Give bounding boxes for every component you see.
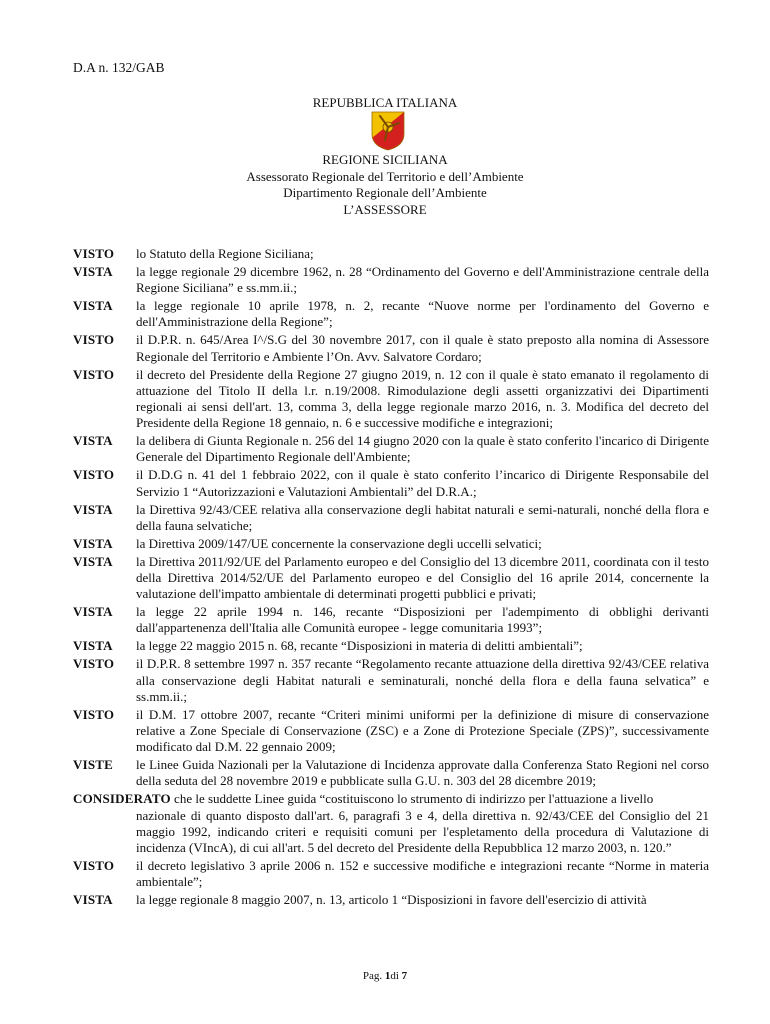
clause-text: il D.P.R. 8 settembre 1997 n. 357 recante “Regolamento recante attuazione della direttiva 92/43/CEE relativa alla conservazione degli Habitat naturali e seminaturali, nonché della flora e della fauna selvatica” e ss.mm.ii.;: [136, 656, 709, 704]
clauses-list: [73, 246, 709, 910]
header-republic: REPUBBLICA ITALIANA: [312, 95, 458, 110]
clause-keyword: VISTA: [73, 433, 113, 449]
clause-item: [73, 502, 709, 534]
clause-item: [73, 298, 709, 330]
clause-text: il decreto legislativo 3 aprile 2006 n. 152 e successive modifiche e integrazioni recante “Norme in materia ambientale”;: [136, 858, 709, 890]
clause-keyword: VISTA: [73, 892, 113, 908]
clause-keyword: VISTO: [73, 246, 115, 261]
header-assessorato: Assessorato Regionale del Territorio e dell’Ambiente: [246, 168, 524, 184]
clause-text: il decreto del Presidente della Regione 27 giugno 2019, n. 12 con il quale è stato emanato il regolamento di attuazione del Titolo II della l.r. n.19/2008. Rimodulazione degli assetti organizzativi dei Dipartimenti regionali ai sensi dell'art. 13, comma 3, della legge regionale marzo 2016, n. 3. Modifica del decreto del Presidente della Regione 18 gennaio, n. 6 e successive modifiche e integrazioni;: [136, 366, 709, 431]
clause-keyword: VISTO: [73, 332, 115, 348]
clause-text: la legge regionale 10 aprile 1978, n. 2, recante “Nuove norme per l'ordinamento del Governo e dell'Amministrazione della Regione”;: [136, 298, 709, 330]
clause-item: [73, 246, 709, 262]
header-region: REGIONE SICILIANA: [322, 152, 448, 167]
clause-text: la legge 22 aprile 1994 n. 146, recante “Disposizioni per l'adempimento di obblighi derivanti dall'appartenenza dell'Italia alle Comunità europee - legge comunitaria 1993”;: [136, 604, 709, 636]
clause-keyword: VISTA: [73, 604, 113, 620]
clause-keyword: VISTE: [73, 757, 114, 773]
clause-text: le Linee Guida Nazionali per la Valutazione di Incidenza approvate dalla Conferenza Stato Regioni nel corso della seduta del 28 novembre 2019 e pubblicate sulla G.U. n. 303 del 28 dicembre 2019;: [136, 757, 709, 789]
clause-keyword: VISTA: [73, 553, 113, 569]
clause-keyword: VISTO: [73, 467, 115, 483]
clause-text: la Direttiva 2011/92/UE del Parlamento europeo e del Consiglio del 13 dicembre 2011, coordinata con il testo della Direttiva 2014/52/UE del Parlamento europeo e del Consiglio del 16 aprile 2014, concernente la valutazione dell'impatto ambientale di determinati progetti pubblici e privati;: [136, 553, 709, 602]
clause-keyword: CONSIDERATO: [73, 791, 171, 807]
clause-item: [73, 707, 709, 756]
clause-item: [73, 264, 709, 296]
header-block: [0, 152, 770, 218]
footer-page-total: 7: [401, 970, 408, 982]
clause-item: [73, 467, 709, 499]
clause-text: il D.D.G n. 41 del 1 febbraio 2022, con il quale è stato conferito l’incarico di Dirigente Responsabile del Servizio 1 “Autorizzazioni e Valutazioni Ambientali” del D.R.A.;: [136, 467, 709, 499]
clause-text: il D.P.R. n. 645/Area I^/S.G del 30 novembre 2017, con il quale è stato preposto alla nomina di Assessore Regionale del Territorio e Ambiente l’On. Avv. Salvatore Cordaro;: [136, 332, 709, 364]
clause-keyword: VISTA: [73, 501, 113, 517]
clause-text-first: che le suddette Linee guida “costituiscono lo strumento di indirizzo per l'attuazione a livello: [174, 791, 654, 807]
clause-text: la Direttiva 2009/147/UE concernente la conservazione degli uccelli selvatici;: [136, 535, 542, 551]
footer-middle: di: [390, 970, 402, 982]
clause-text: lo Statuto della Regione Siciliana;: [136, 246, 314, 261]
clause-text: la legge regionale 29 dicembre 1962, n. 28 “Ordinamento del Governo e dell'Amministrazione centrale della Regione Siciliana” e ss.mm.ii.;: [136, 264, 709, 296]
clause-keyword: VISTA: [73, 638, 113, 654]
clause-keyword: VISTO: [73, 656, 115, 672]
header-assessore: L’ASSESSORE: [343, 201, 427, 217]
clause-item: [73, 433, 709, 465]
clause-keyword: VISTA: [73, 264, 113, 279]
clause-considerato: [73, 791, 709, 856]
clause-item: [73, 604, 709, 636]
clause-text: il D.M. 17 ottobre 2007, recante “Criteri minimi uniformi per la definizione di misure di conservazione relative a Zone Speciale di Conservazione (ZSC) e a Zone di Protezione Speciale (ZPS)”, successivamente modificato dal D.M. 22 gennaio 2009;: [136, 706, 709, 755]
clause-item: [73, 656, 709, 705]
clause-item: [73, 332, 709, 364]
clause-keyword: VISTA: [73, 298, 113, 314]
footer-prefix: Pag.: [362, 970, 385, 982]
clause-item: [73, 536, 709, 552]
clause-text: la legge regionale 8 maggio 2007, n. 13, articolo 1 “Disposizioni in favore dell'esercizio di attività: [136, 892, 647, 908]
document-number: D.A n. 132/GAB: [73, 60, 165, 75]
footer-page-number: 1: [384, 970, 391, 982]
clause-text: la legge 22 maggio 2015 n. 68, recante “Disposizioni in materia di delitti ambientali”;: [136, 638, 583, 654]
clause-item: [73, 367, 709, 432]
clause-item: [73, 554, 709, 603]
clause-keyword: VISTA: [73, 535, 113, 551]
clause-text: la Direttiva 92/43/CEE relativa alla conservazione degli habitat naturali e semi-naturali, nonché della flora e della fauna selvatiche;: [136, 501, 709, 533]
clause-item: [73, 638, 709, 654]
clause-text: la delibera di Giunta Regionale n. 256 del 14 giugno 2020 con la quale è stato conferito l'incarico di Dirigente Generale del Dipartimento Regionale dell'Ambiente;: [136, 433, 709, 465]
clause-text-rest: nazionale di quanto disposto dall'art. 6, paragrafi 3 e 4, della direttiva n. 92/43/CEE del Consiglio del 21 maggio 1992, indicando criteri e requisiti comuni per l'espletamento della procedura di Valutazione di incidenza (VIncA), di cui all'art. 5 del decreto del Presidente della Repubblica 12 marzo 2003, n. 120.”: [136, 807, 709, 856]
clause-item: [73, 892, 709, 908]
clause-item: [73, 858, 709, 890]
clause-keyword: VISTO: [73, 366, 115, 382]
trinacria-emblem-icon: [368, 108, 408, 152]
clause-keyword: VISTO: [73, 858, 115, 874]
page-footer: [0, 970, 770, 982]
clause-item: [73, 757, 709, 789]
clause-keyword: VISTO: [73, 706, 115, 722]
header-dipartimento: Dipartimento Regionale dell’Ambiente: [283, 185, 487, 200]
